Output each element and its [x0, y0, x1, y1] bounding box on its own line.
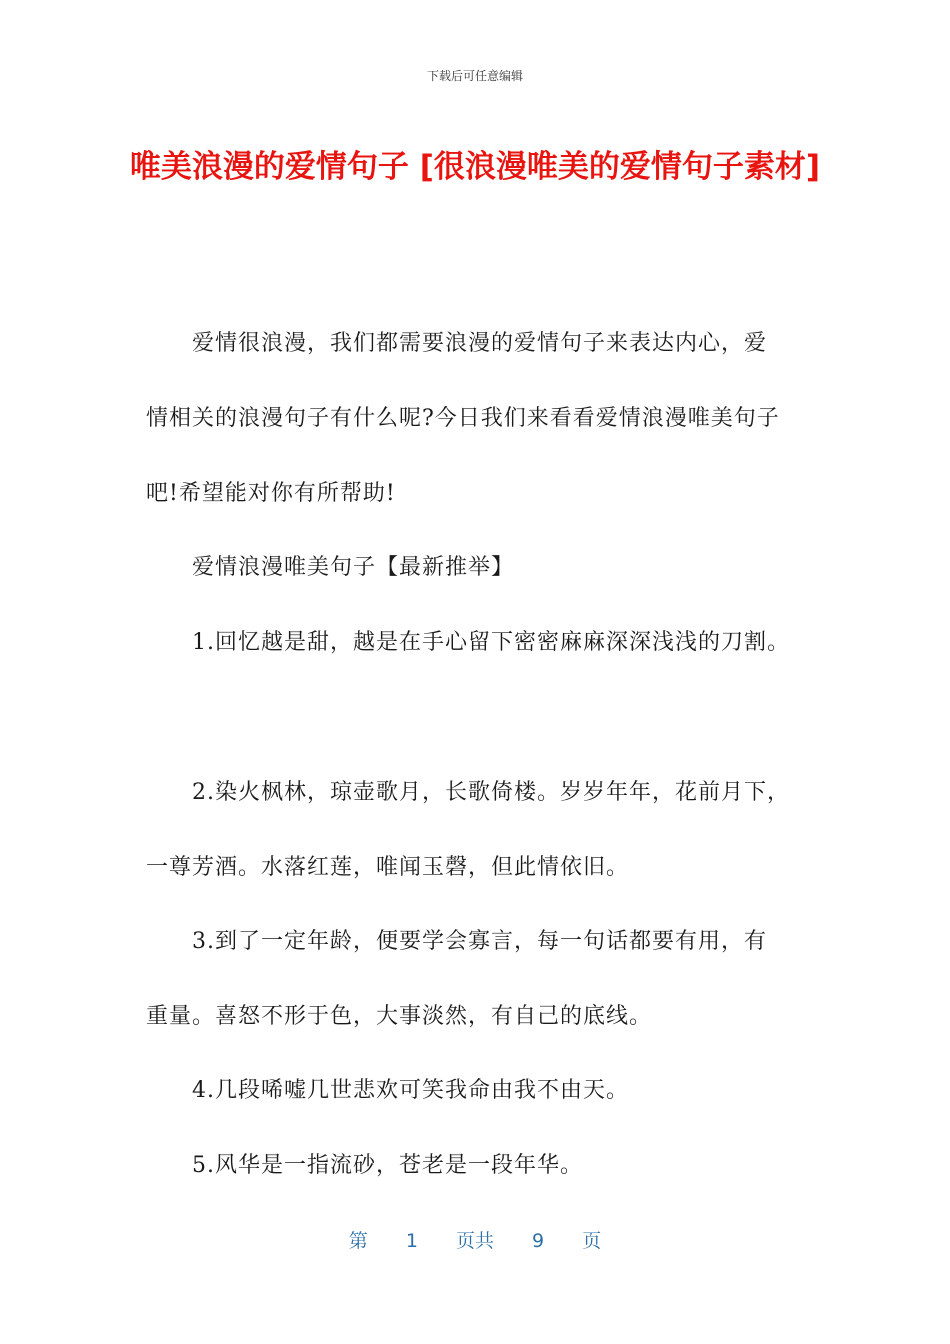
page-label-suffix: 页: [582, 1230, 602, 1252]
quote-4: 4.几段唏嘘几世悲欢可笑我命由我不由天。: [192, 1078, 629, 1103]
quote-5: 5.风华是一指流砂，苍老是一段年华。: [192, 1153, 583, 1178]
quote-2-line-1: 2.染火枫林，琼壶歌月，长歌倚楼。岁岁年年，花前月下，: [192, 780, 790, 805]
quote-3-line-1: 3.到了一定年龄，便要学会寡言，每一句话都要有用，有: [192, 929, 767, 954]
page-footer: [0, 1226, 950, 1253]
section-heading: 爱情浪漫唯美句子【最新推举】: [192, 555, 515, 580]
page-label-prefix: 第: [348, 1230, 368, 1252]
current-page-number: 1: [405, 1230, 418, 1252]
intro-line-3: 吧!希望能对你有所帮助!: [146, 481, 396, 506]
total-pages-number: 9: [532, 1230, 545, 1252]
quote-3-line-2: 重量。喜怒不形于色，大事淡然，有自己的底线。: [146, 1004, 653, 1029]
quote-1: 1.回忆越是甜，越是在手心留下密密麻麻深深浅浅的刀割。: [192, 630, 790, 655]
intro-line-1: 爱情很浪漫，我们都需要浪漫的爱情句子来表达内心，爱: [192, 331, 768, 356]
header-note: 下载后可任意编辑: [426, 69, 523, 83]
intro-line-2: 情相关的浪漫句子有什么呢?今日我们来看看爱情浪漫唯美句子: [146, 406, 780, 431]
page-label-middle: 页共: [455, 1230, 494, 1252]
document-title: 唯美浪漫的爱情句子 [很浪漫唯美的爱情句子素材]: [129, 149, 821, 185]
quote-2-line-2: 一尊芳酒。水落红莲，唯闻玉磬，但此情依旧。: [146, 855, 630, 880]
